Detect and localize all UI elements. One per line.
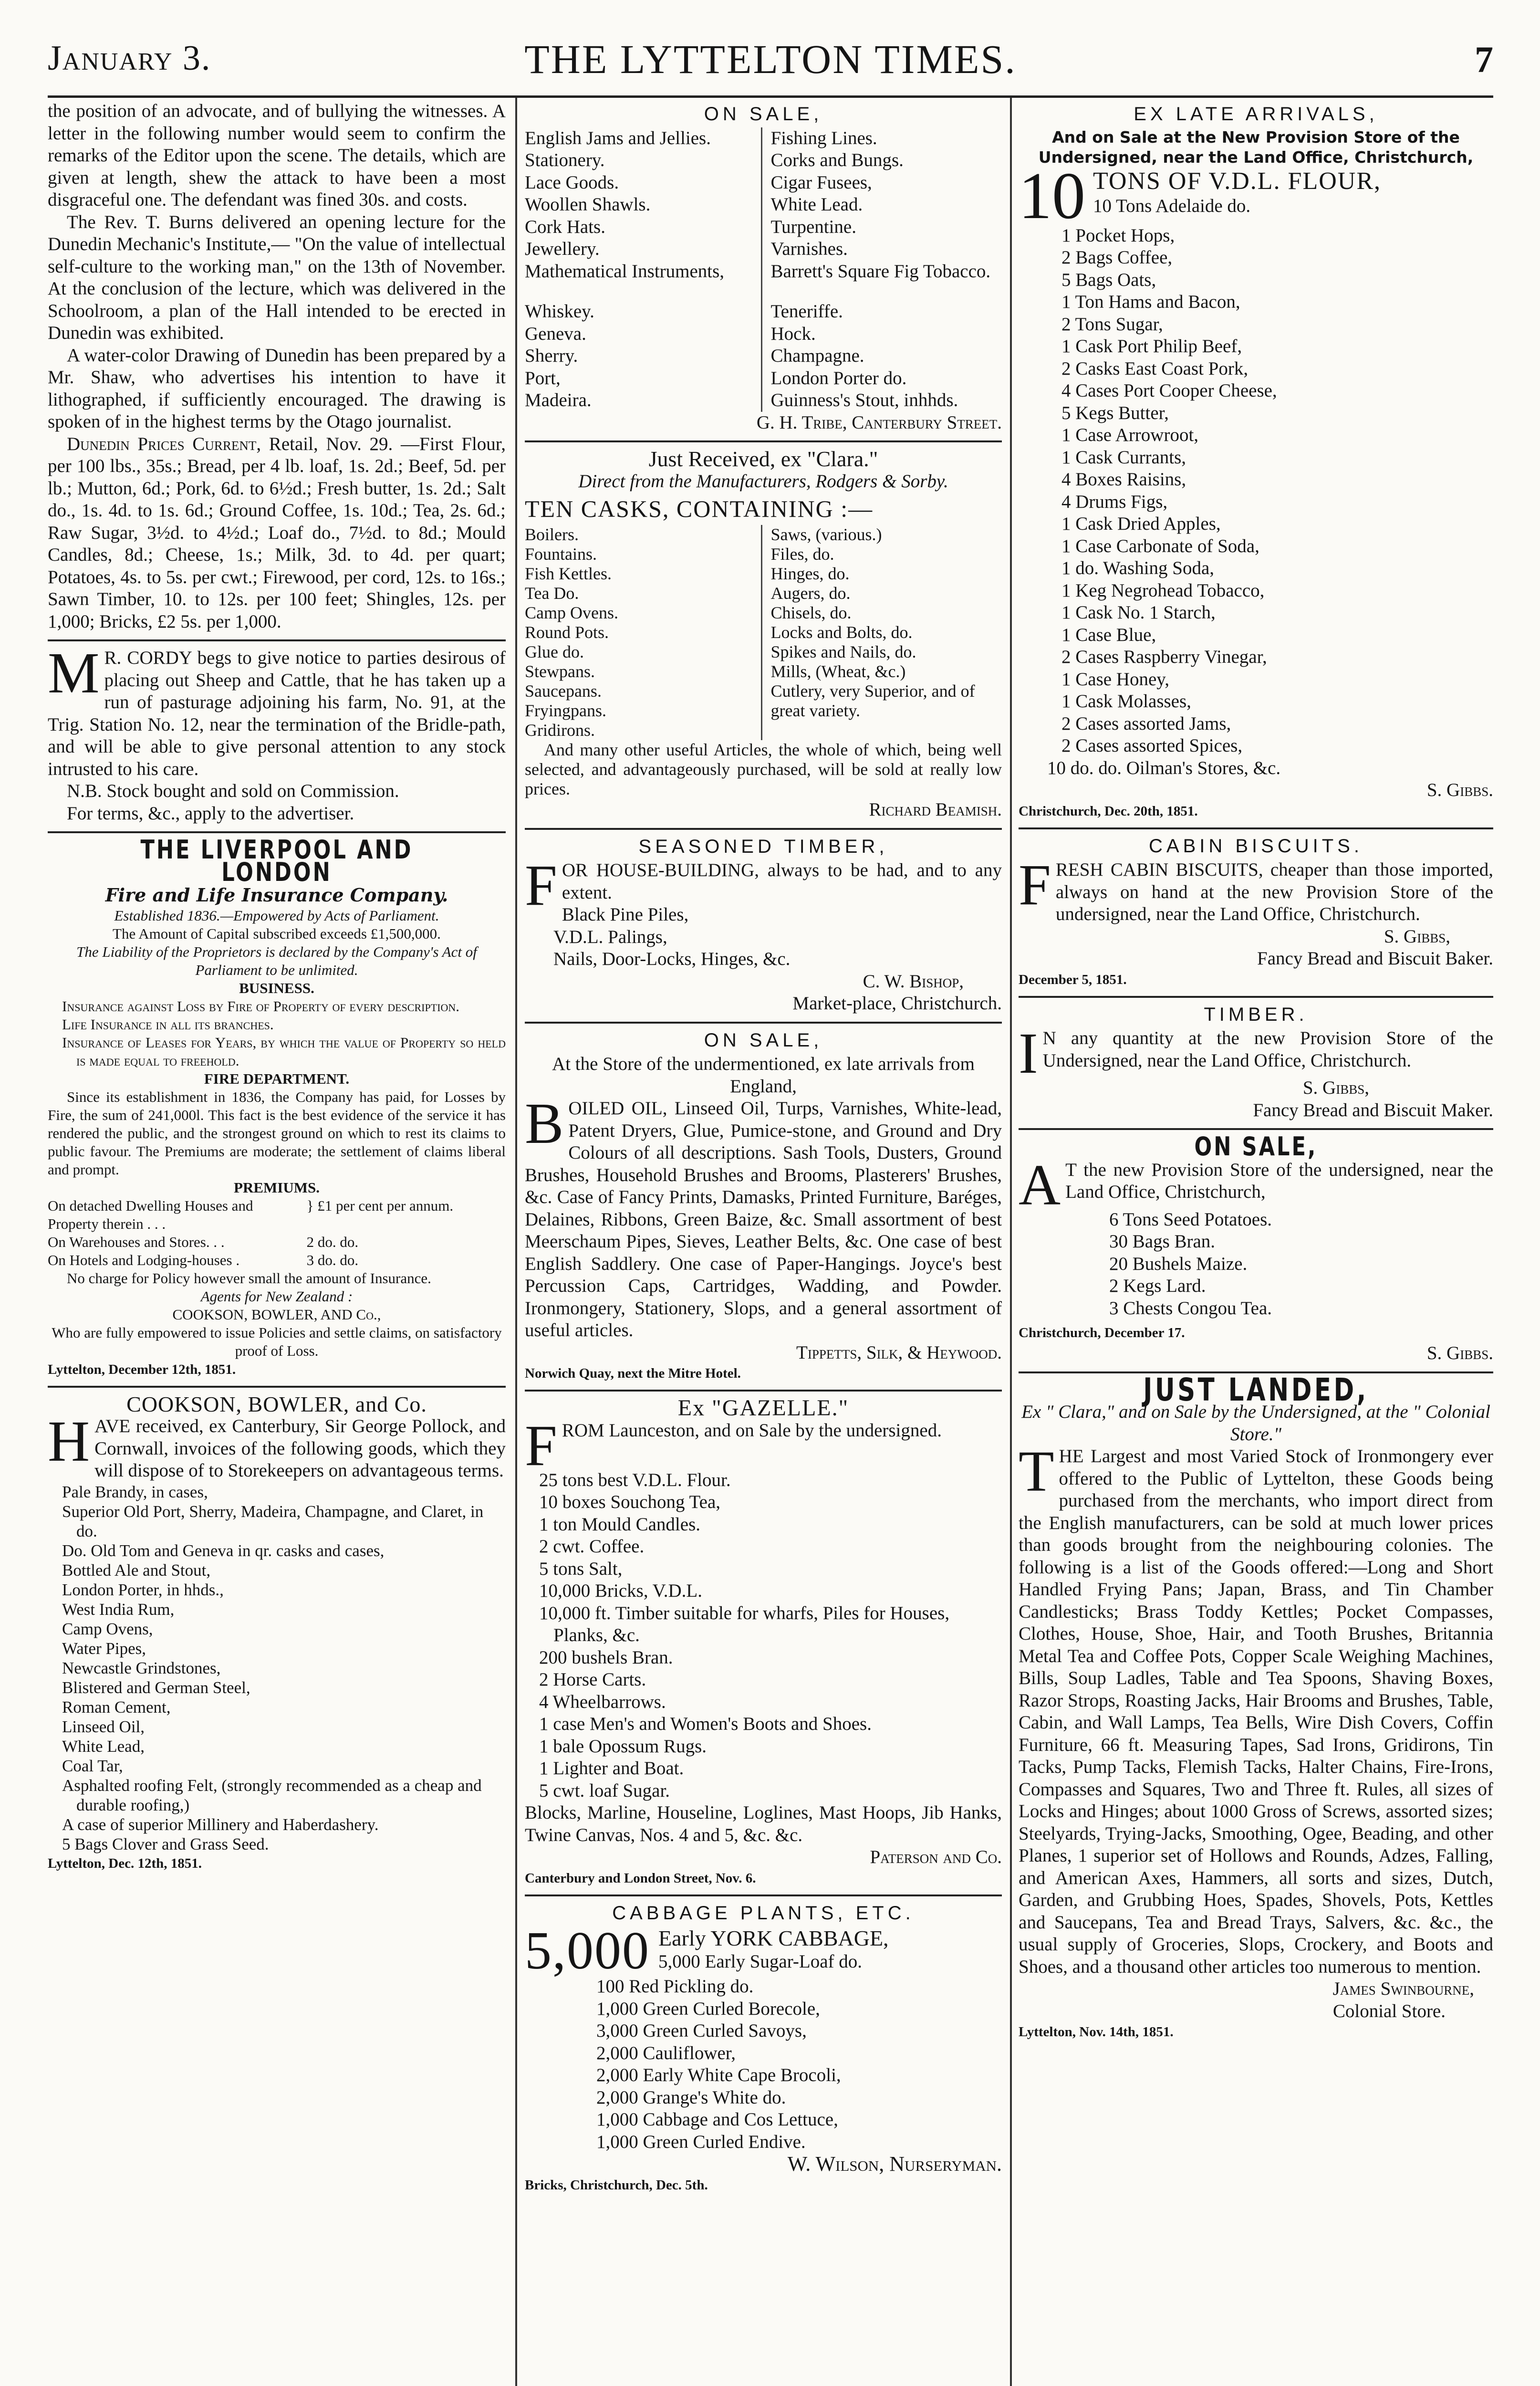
list-item: Fountains. [525, 544, 597, 564]
column-3 [1019, 100, 1493, 2386]
agents-name: COOKSON, BOWLER, AND Co., [172, 1306, 381, 1323]
ex-late-date: Christchurch, Dec. 20th, 1851. [1019, 803, 1198, 819]
ad-cookson-bowler [48, 1393, 506, 1873]
list-item: Hinges, do. [770, 564, 850, 583]
gazelle-date: Canterbury and London Street, Nov. 6. [525, 1870, 756, 1886]
list-item: 1 Cask Dried Apples, [1061, 513, 1221, 534]
premium-row: On Warehouses and Stores. . . 2 do. do. [48, 1233, 359, 1250]
list-item: Augers, do. [770, 584, 851, 603]
cabbage-line-2: 5,000 Early Sugar-Loaf do. [658, 1951, 863, 1972]
list-item: 1 Case Arrowroot, [1061, 425, 1199, 445]
wilson-signature: W. Wilson, Nurseryman. [787, 2152, 1002, 2176]
ad-ex-late-arrivals [1019, 103, 1493, 821]
business-1: Insurance against Loss by Fire of Property of every description. [62, 997, 460, 1015]
agents-head: Agents for New Zealand : [200, 1287, 353, 1305]
list-item: Black Pine Piles, [562, 904, 689, 925]
drop-cap: T [1019, 1439, 1054, 1504]
rule [525, 828, 1002, 830]
masthead-title: THE LYTTELTON TIMES. [524, 36, 1017, 82]
gibbs-signature: S. Gibbs, [1384, 926, 1450, 947]
list-item: 2 Kegs Lard. [1109, 1276, 1206, 1296]
liverpool-liability: The Liability of the Proprietors is declared by the Company's Act of Parliament to be unlimited. [76, 943, 477, 978]
list-item: 5 Kegs Butter, [1061, 402, 1169, 423]
list-item: 1,000 Green Curled Borecole, [596, 1998, 820, 2019]
column-2 [525, 100, 1002, 2386]
list-item: 1 Cask Port Philip Beef, [1061, 336, 1242, 356]
list-item: Cutlery, very Superior, and of great variety. [770, 681, 975, 720]
list-item: 2,000 Grange's White do. [596, 2087, 786, 2108]
premium-note: No charge for Policy however small the amount of Insurance. [67, 1269, 431, 1287]
business-head: BUSINESS. [239, 979, 314, 996]
column-1 [48, 100, 506, 2386]
gibbs-signature: S. Gibbs. [1426, 1343, 1493, 1363]
biscuits-text: RESH CABIN BISCUITS, cheaper than those imported, always on hand at the new Provision Store of the undersigned, near the Land Office, Christchurch. [1055, 859, 1493, 924]
gazelle-list [525, 1469, 1002, 1802]
tippetts-address: Norwich Quay, next the Mitre Hotel. [525, 1366, 741, 1381]
clara-title: Just Received, ex "Clara." [648, 447, 878, 471]
cabbage-list [525, 1976, 1002, 2153]
list-item: Mathematical Instruments, [525, 261, 725, 282]
list-item: Stationery. [525, 150, 605, 170]
biscuits-date: December 5, 1851. [1019, 972, 1127, 987]
liverpool-date: Lyttelton, December 12th, 1851. [48, 1361, 236, 1377]
list-item: Coal Tar, [62, 1756, 123, 1775]
cookson-intro: AVE received, ex Canterbury, Sir George Pollock, and Cornwall, invoices of the following goods, which they will dispose of to Storekeepers on advantageous terms. [94, 1416, 506, 1481]
cordy-text: R. CORDY begs to give notice to parties desirous of placing out Sheep and Cattle, that he has taken up a run of pasturage adjoining his farm, No. 91, at the Trig. Station No. 12, near the termination of the Bridle-path, and will be able to give personal attention to any stock intrusted to his care. [48, 648, 506, 779]
list-item: Port, [525, 367, 561, 388]
list-item: Tea Do. [525, 584, 579, 603]
list-item: 10,000 Bricks, V.D.L. [539, 1580, 702, 1601]
list-item: 4 Boxes Raisins, [1061, 469, 1186, 490]
casks-list [525, 525, 1002, 740]
onsale-list [1019, 1209, 1493, 1320]
ex-late-line-1: TONS OF V.D.L. FLOUR, [1093, 167, 1382, 195]
list-item: 2 Tons Sugar, [1061, 314, 1163, 335]
list-item: 10 boxes Souchong Tea, [539, 1492, 721, 1512]
bishop-name: C. W. Bishop, [863, 971, 964, 992]
list-item: 30 Bags Bran. [1109, 1231, 1216, 1252]
tribe-right-list [771, 127, 1002, 412]
biscuits-title: CABIN BISCUITS. [1149, 835, 1363, 857]
list-item: Woollen Shawls. [525, 194, 651, 215]
rule [525, 1022, 1002, 1024]
list-item: 3,000 Green Curled Savoys, [596, 2020, 807, 2041]
drop-cap: A [1019, 1152, 1061, 1217]
list-item: White Lead. [770, 194, 863, 215]
fire-dept-head: FIRE DEPARTMENT. [204, 1070, 350, 1087]
timber-text: OR HOUSE-BUILDING, always to be had, and to any extent. [562, 860, 1002, 903]
rule [1019, 996, 1493, 998]
ad-on-sale [1019, 1131, 1493, 1365]
list-item: Cigar Fusees, [770, 172, 872, 193]
rule [48, 639, 506, 641]
rule [1019, 1128, 1493, 1130]
business-2: Life Insurance in all its branches. [62, 1015, 274, 1033]
list-item: Camp Ovens. [525, 603, 618, 622]
gazelle-tail: Blocks, Marline, Houseline, Loglines, Mast Hoops, Jib Hanks, Twine Canvas, Nos. 4 and 5, &c. &c. [525, 1802, 1002, 1845]
gazelle-text: ROM Launceston, and on Sale by the undersigned. [562, 1420, 942, 1441]
drop-cap: M [48, 641, 100, 705]
list-item: 1 Case Blue, [1061, 624, 1156, 645]
ad-bishop-timber [525, 836, 1002, 1015]
drop-cap: H [48, 1409, 90, 1474]
list-item: Gridirons. [525, 721, 595, 740]
list-item: Geneva. [525, 323, 586, 344]
fire-dept-text: Since its establishment in 1836, the Company has paid, for Losses by Fire, the sum of 241,000l. This fact is the best evidence of the service it has rendered the public, and the strongest ground on which to rest its claims to public favour. The Premiums are moderate; the settlement of claims liberal and prompt. [48, 1088, 506, 1178]
ex-late-big-number: 10 [1019, 158, 1085, 233]
cabbage-title: CABBAGE PLANTS, ETC. [612, 1902, 915, 1924]
list-item: English Jams and Jellies. [525, 127, 711, 148]
casks-right-list [771, 525, 1002, 740]
list-item: 5 tons Salt, [539, 1558, 623, 1579]
article-para-3: A water-color Drawing of Dunedin has been prepared by a Mr. Shaw, who advertises his intention to have it lithographed, if sufficiently encouraged. The drawing is spoken of in the highest terms by the Otago journalist. [48, 345, 506, 432]
list-item: Glue do. [525, 642, 584, 661]
rule [48, 831, 506, 833]
swinbourne-signature: James Swinbourne, [1332, 1978, 1474, 1999]
list-item: Jewellery. [525, 239, 600, 259]
paterson-signature: Paterson and Co. [870, 1847, 1002, 1867]
tribe-signature: G. H. Tribe, Canterbury Street. [756, 412, 1002, 433]
list-item: 1 Cask Currants, [1061, 447, 1186, 468]
list-item: 1 case Men's and Women's Boots and Shoes. [539, 1714, 872, 1734]
list-item: 100 Red Pickling do. [596, 1976, 754, 1997]
business-3: Insurance of Leases for Years, by which the value of Property so held is made equal to freehold. [62, 1034, 506, 1069]
onsale-title: ON SALE, [1194, 1131, 1318, 1162]
premiums-head: PREMIUMS. [234, 1179, 320, 1196]
timber-title: TIMBER. [1204, 1004, 1308, 1025]
list-item: Files, do. [770, 544, 834, 564]
list-item: Teneriffe. [770, 301, 843, 322]
landed-title: JUST LANDED, [1143, 1371, 1369, 1408]
ad-cabbage [525, 1902, 1002, 2195]
list-item: Chisels, do. [770, 603, 852, 622]
bishop-address: Market-place, Christchurch. [792, 993, 1002, 1014]
landed-date: Lyttelton, Nov. 14th, 1851. [1019, 2024, 1174, 2040]
agents-text: Who are fully empowered to issue Policies and settle claims, on satisfactory proof of Loss. [52, 1324, 502, 1359]
header-rule [48, 95, 1493, 98]
list-item: Spikes and Nails, do. [770, 642, 916, 661]
drop-cap: F [1019, 853, 1051, 917]
cookson-date: Lyttelton, Dec. 12th, 1851. [48, 1855, 202, 1871]
ten-casks: TEN CASKS, CONTAINING :— [525, 495, 874, 522]
list-item: 1,000 Cabbage and Cos Lettuce, [596, 2109, 838, 2130]
list-item: Camp Ovens, [62, 1619, 153, 1638]
list-item: 3 Chests Congou Tea. [1109, 1298, 1272, 1319]
list-item: Corks and Bungs. [770, 150, 904, 170]
list-item: Turpentine. [770, 216, 856, 237]
rule [525, 1894, 1002, 1896]
list-item: 2 Horse Carts. [539, 1669, 646, 1690]
list-item: 2 Bags Coffee, [1061, 247, 1173, 268]
list-item: Saucepans. [525, 681, 602, 701]
cabbage-date: Bricks, Christchurch, Dec. 5th. [525, 2177, 708, 2193]
cabbage-line-1: Early YORK CABBAGE, [658, 1926, 889, 1950]
list-item: 5 Bags Clover and Grass Seed. [62, 1834, 269, 1853]
tribe-list [525, 127, 1002, 412]
drop-cap: F [525, 853, 557, 918]
issue-date: January 3. [48, 39, 211, 78]
list-item: Fish Kettles. [525, 564, 612, 583]
colonial-store: Colonial Store. [1332, 2000, 1446, 2021]
list-item: Varnishes. [770, 239, 848, 259]
list-item: Boilers. [525, 525, 579, 544]
landed-text: HE Largest and most Varied Stock of Ironmongery ever offered to the Public of Lyttelton, these Goods being purchased from the merchants, who import direct from the English manufacturers, can be sold at much lower prices than goods brought from the neighbouring colonies. The following is a list of the Goods offered:—Long and Short Handled Frying Pans; Japan, Brass, and Tin Chamber Candlesticks; Brass Toddy Kettles; Pocket Compasses, Clothes, House, Shoe, Hair, and Tooth Brushes, Britannia Metal Tea and Coffee Pots, Copper Scale Weighing Machines, Bills, Soup Ladles, Table and Tea Spoons, Shaving Boxes, Razor Strops, Roasting Jacks, Hair Brooms and Brushes, Table, Cabin, and Wall Lamps, Tea Bells, Wire Dish Covers, Coffin Furniture, 66 ft. Measuring Tapes, Sad Irons, Gridirons, Tin Tacks, Pump Tacks, Flemish Tacks, Halter Chains, Fire-Irons, Compasses and Squares, Two and Three ft. Rules, all sizes of Locks and Hinges; about 1000 Gross of Screws, assorted sizes; Steelyards, Trying-Jacks, Smoothing, Ogee, Beading, and other Planes, 1 superior set of Hollows and Rounds, Adzes, Falling, and American Axes, Hammers, all sorts and sizes, Dutch, Garden, and Grubbing Hoes, Spades, Shovels, Pots, Kettles and Saucepans, Tea and Bread Trays, Salvers, &c. &c., the usual supply of Groceries, Slops, Crockery, and Boots and Shoes, and a thousand other articles too numerous to mention. [1019, 1446, 1493, 1977]
list-item: 6 Tons Seed Potatoes. [1109, 1209, 1272, 1230]
list-item: V.D.L. Palings, [553, 926, 667, 947]
ex-late-list [1019, 225, 1493, 780]
list-item: Mills, (Wheat, &c.) [770, 662, 906, 681]
rule [525, 440, 1002, 442]
column-divider-2 [1010, 98, 1012, 2386]
casks-left-list [525, 525, 762, 740]
list-item: Sherry. [525, 345, 578, 366]
cookson-list [48, 1482, 506, 1854]
list-item: Round Pots. [525, 623, 609, 642]
list-item: Blistered and German Steel, [62, 1678, 250, 1697]
tribe-left-list [525, 127, 762, 412]
prices-head: Dunedin Prices Current, [67, 433, 261, 454]
list-item: 1 Cask Molasses, [1061, 691, 1191, 712]
list-item: 2 Casks East Coast Pork, [1061, 358, 1249, 379]
ex-late-line-2: 10 Tons Adelaide do. [1093, 195, 1251, 216]
list-item: Hock. [770, 323, 816, 344]
list-item: 4 Drums Figs, [1061, 491, 1168, 512]
gibbs-signature: S. Gibbs. [1426, 780, 1493, 800]
list-item: 1 bale Opossum Rugs. [539, 1736, 707, 1757]
list-item: 5 cwt. loaf Sugar. [539, 1780, 670, 1801]
list-item: 1 Case Carbonate of Soda, [1061, 535, 1259, 556]
cordy-nb: N.B. Stock bought and sold on Commission. [67, 781, 399, 801]
list-item: 4 Wheelbarrows. [539, 1691, 666, 1712]
beamish-signature: Richard Beamish. [869, 799, 1002, 820]
list-item: 10,000 ft. Timber suitable for wharfs, Piles for Houses, Planks, &c. [539, 1602, 950, 1645]
gibbs-signature: S. Gibbs, [1302, 1078, 1369, 1098]
list-item: 2 cwt. Coffee. [539, 1536, 645, 1557]
ex-late-title: EX LATE ARRIVALS, [1134, 104, 1378, 125]
cookson-title: COOKSON, BOWLER, and Co. [126, 1392, 427, 1416]
list-item: 1 Keg Negrohead Tobacco, [1061, 580, 1265, 601]
ad-beamish [525, 448, 1002, 821]
list-item: 2,000 Cauliflower, [596, 2042, 736, 2063]
onsale-subtitle: At the Store of the undermentioned, ex late arrivals from England, [552, 1054, 975, 1097]
ad-gazelle [525, 1397, 1002, 1888]
liverpool-established: Established 1836.—Empowered by Acts of Parliament. [114, 907, 439, 924]
onsale-title: ON SALE, [704, 1029, 823, 1051]
list-item: 200 bushels Bran. [539, 1647, 673, 1668]
list-item: Locks and Bolts, do. [770, 623, 913, 642]
list-item: 1 ton Mould Candles. [539, 1514, 700, 1535]
list-item: 1,000 Green Curled Endive. [596, 2131, 806, 2152]
ex-late-subtitle: And on Sale at the New Provision Store of the Undersigned, near the Land Office, Christchurch, [1038, 127, 1474, 167]
list-item: Madeira. [525, 390, 592, 410]
list-item: 10 do. do. Oilman's Stores, &c. [1047, 757, 1281, 778]
list-item: Lace Goods. [525, 172, 619, 193]
ad-timber [1019, 1004, 1493, 1122]
list-item: Guinness's Stout, inhhds. [770, 390, 958, 410]
list-item: Champagne. [770, 345, 864, 366]
gazelle-title: Ex "GAZELLE." [677, 1395, 849, 1421]
ad-liverpool-london [48, 835, 506, 1379]
spacer [771, 283, 1002, 301]
landed-subtitle: Ex " Clara," and on Sale by the Undersigned, at the " Colonial Store." [1021, 1402, 1490, 1444]
list-item: Newcastle Grindstones, [62, 1658, 221, 1677]
list-item: 20 Bushels Maize. [1109, 1253, 1248, 1274]
liverpool-subtitle: Fire and Life Insurance Company. [105, 884, 448, 906]
list-item: Water Pipes, [62, 1639, 146, 1658]
list-item: A case of superior Millinery and Haberdashery. [62, 1815, 379, 1834]
liverpool-capital: The Amount of Capital subscribed exceeds £1,500,000. [113, 925, 441, 942]
list-item: London Porter, in hhds., [62, 1580, 224, 1599]
boiled-oil-text: OILED OIL, Linseed Oil, Turps, Varnishes, White-lead, Patent Dryers, Glue, Pumice-stone, and Ground and Dry Colours of all descriptions. Sash Tools, Dusters, Ground Brushes, Household Brushes and Brooms, Plasterers' Brushes, &c. Case of Fancy Prints, Damasks, Printed Furniture, Baréges, Delaines, Ribbons, Green Baize, &c. Small assortment of best Meerschaum Pipes, Sieves, Leather Belts, &c. One case of best English Saddlery. One case of Paper-Hangings. Joyce's best Percussion Caps, Cartridges, Wadding, and Powder. Ironmongery, Stationery, Slops, and a general assortment of useful articles. [525, 1098, 1002, 1340]
liverpool-title: THE LIVERPOOL AND LONDON [140, 835, 413, 887]
list-item: 25 tons best V.D.L. Flour. [539, 1469, 731, 1490]
list-item: 1 Lighter and Boat. [539, 1758, 684, 1779]
list-item: Do. Old Tom and Geneva in qr. casks and cases, [62, 1541, 385, 1560]
list-item: Pale Brandy, in cases, [62, 1482, 208, 1501]
cabbage-big-number: 5,000 [525, 1921, 650, 1980]
tippetts-signature: Tippetts, Silk, & Heywood. [796, 1342, 1002, 1363]
list-item: West India Rum, [62, 1600, 175, 1619]
list-item: Fishing Lines. [770, 127, 877, 148]
spacer [525, 283, 756, 301]
list-item: 2,000 Early White Cape Brocoli, [596, 2065, 841, 2085]
list-item: 1 Case Honey, [1061, 669, 1170, 690]
list-item: 1 Cask No. 1 Starch, [1061, 602, 1216, 623]
list-item: Superior Old Port, Sherry, Madeira, Champagne, and Claret, in do. [62, 1502, 484, 1540]
column-divider-1 [515, 98, 517, 2386]
premium-row: On detached Dwelling Houses and Property therein . . . } £1 per cent per annum. [48, 1197, 454, 1232]
cordy-terms: For terms, &c., apply to the advertiser. [67, 803, 354, 824]
page-number: 7 [1475, 39, 1493, 80]
page-header [48, 38, 1493, 86]
list-item: 2 Cases Raspberry Vinegar, [1061, 647, 1267, 667]
timber-text: N any quantity at the new Provision Store of the Undersigned, near the Land Office, Christchurch. [1042, 1028, 1493, 1071]
drop-cap: I [1019, 1021, 1038, 1086]
casks-text: And many other useful Articles, the whole of which, being well selected, and advantageously purchased, will be sold at really low prices. [525, 740, 1002, 798]
list-item: London Porter do. [770, 367, 907, 388]
list-item: 5 Bags Oats, [1061, 269, 1156, 290]
list-item: White Lead, [62, 1737, 145, 1756]
list-item: Linseed Oil, [62, 1717, 145, 1736]
list-item: Asphalted roofing Felt, (strongly recommended as a cheap and durable roofing,) [62, 1776, 482, 1814]
rule [48, 1386, 506, 1388]
drop-cap: F [525, 1413, 557, 1478]
list-item: Barrett's Square Fig Tobacco. [770, 261, 991, 282]
drop-cap: B [525, 1091, 564, 1156]
premium-row: On Hotels and Lodging-houses . 3 do. do. [48, 1251, 359, 1268]
ad-tippetts [525, 1029, 1002, 1383]
list-item: Cork Hats. [525, 216, 605, 237]
baker-title: Fancy Bread and Biscuit Maker. [1253, 1099, 1493, 1120]
list-item: Bottled Ale and Stout, [62, 1560, 211, 1580]
timber-title: SEASONED TIMBER, [638, 836, 888, 857]
article-para-2: The Rev. T. Burns delivered an opening lecture for the Dunedin Mechanic's Institute,— "On the value of intellectual self-culture to the working man," on the 13th of November. At the conclusion of the lecture, which was delivered in the Schoolroom, a plan of the Hall intended to be erected in Dunedin was exhibited. [48, 211, 506, 343]
prices-text: Retail, Nov. 29. —First Flour, per 100 lbs., 35s.; Bread, per 4 lb. loaf, 1s. 2d.; Beef, 5d. per lb.; Mutton, 6d.; Pork, 6d. to 6½d.; Fresh butter, 1s. 2d.; Salt do., 1s. 4d. to 1s. 6d.; Ground Coffee, 1s. 10d.; Tea, 2s. 6d.; Raw Sugar, 3½d. to 4½d.; Loaf do., 7½d. to 8d.; Mould Candles, 8d.; Cheese, 1s.; Milk, 3d. to 4d. per quart; Potatoes, 4s. to 5s. per cwt.; Firewood, per cord, 12s. to 16s.; Sawn Timber, 10. to 12s. per 100 feet; Shingles, 12s. per 1,000; Bricks, £2 5s. per 1,000. [48, 433, 506, 632]
ad-cordy [48, 641, 506, 825]
list-item: 1 Ton Hams and Bacon, [1061, 292, 1240, 312]
rule [1019, 827, 1493, 829]
list-item: Whiskey. [525, 301, 594, 322]
list-item: 1 Pocket Hops, [1061, 225, 1175, 246]
list-item: Nails, Door-Locks, Hinges, &c. [553, 949, 791, 969]
onsale-text: T the new Provision Store of the undersigned, near the Land Office, Christchurch, [1065, 1159, 1493, 1202]
onsale-date: Christchurch, December 17. [1019, 1325, 1185, 1340]
tribe-title: ON SALE, [704, 104, 823, 125]
list-item: 2 Cases assorted Spices, [1061, 735, 1243, 756]
clara-subtitle: Direct from the Manufacturers, Rodgers & Sorby. [578, 471, 948, 492]
list-item: Roman Cement, [62, 1697, 171, 1716]
list-item: Fryingpans. [525, 701, 606, 720]
ad-cabin-biscuits [1019, 835, 1493, 989]
ad-just-landed [1019, 1371, 1493, 2042]
rule [525, 1390, 1002, 1392]
list-item: 1 do. Washing Soda, [1061, 558, 1215, 578]
ad-tribe [525, 103, 1002, 434]
article-para-1: the position of an advocate, and of bullying the witnesses. A letter in the following number would seem to confirm the remarks of the Editor upon the scene. The details, which are given at length, shew the attack to have been a most disgraceful one. The defendant was fined 30s. and costs. [48, 101, 506, 210]
list-item: Stewpans. [525, 662, 595, 681]
baker-title: Fancy Bread and Biscuit Baker. [1257, 948, 1493, 969]
list-item: Saws, (various.) [770, 525, 882, 544]
prices-current [48, 433, 506, 633]
list-item: 4 Cases Port Cooper Cheese, [1061, 380, 1277, 401]
list-item: 2 Cases assorted Jams, [1061, 713, 1231, 734]
